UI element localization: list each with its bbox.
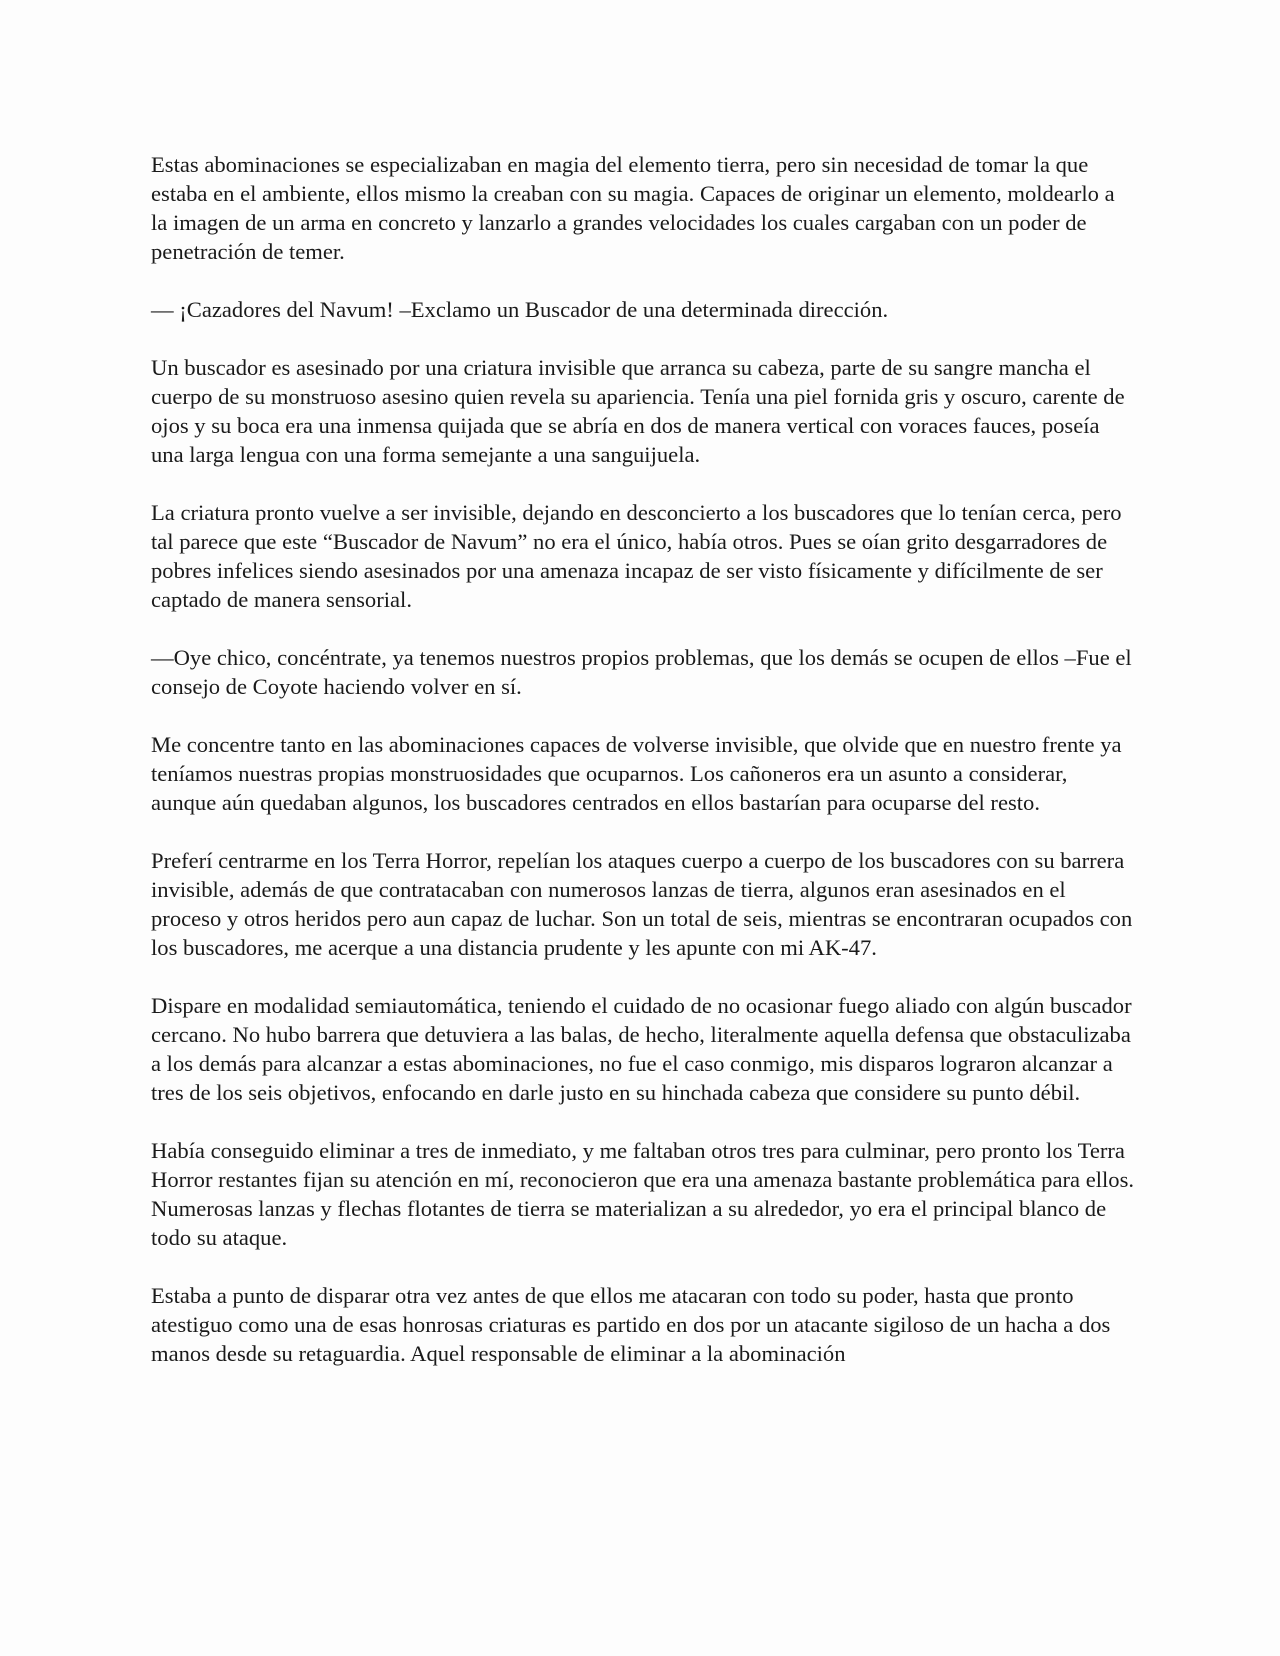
paragraph: Me concentre tanto en las abominaciones capaces de volverse invisible, que olvide que en nuestro frente ya teníamos nuestras propias monstruosidades que ocuparnos. Los cañoneros era un asunto a considerar, aunque aún quedaban algunos, los buscadores centrados en ellos bastarían para ocuparse del resto.: [151, 732, 1122, 815]
paragraph: Preferí centrarme en los Terra Horror, repelían los ataques cuerpo a cuerpo de los buscadores con su barrera invisible, además de que contratacaban con numerosos lanzas de tierra, algunos eran asesinados en el proceso y otros heridos pero aun capaz de luchar. Son un total de seis, mientras se encontraran ocupados con los buscadores, me acerque a una distancia prudente y les apunte con mi AK-47.: [151, 848, 1133, 960]
paragraph: Un buscador es asesinado por una criatura invisible que arranca su cabeza, parte de su sangre mancha el cuerpo de su monstruoso asesino quien revela su apariencia. Tenía una piel fornida gris y oscuro, carente de ojos y su boca era una inmensa quijada que se abría en dos de manera vertical con voraces fauces, poseía una larga lengua con una forma semejante a una sanguijuela.: [151, 355, 1125, 467]
paragraph: Estas abominaciones se especializaban en magia del elemento tierra, pero sin necesidad de tomar la que estaba en el ambiente, ellos mismo la creaban con su magia. Capaces de originar un elemento, moldearlo a la imagen de un arma en concreto y lanzarlo a grandes velocidades los cuales cargaban con un poder de penetración de temer.: [151, 152, 1115, 264]
paragraph: La criatura pronto vuelve a ser invisible, dejando en desconcierto a los buscadores que lo tenían cerca, pero tal parece que este “Buscador de Navum” no era el único, había otros. Pues se oían grito desgarradores de pobres infelices siendo asesinados por una amenaza incapaz de ser visto físicamente y difícilmente de ser captado de manera sensorial.: [151, 500, 1122, 612]
paragraph: —Oye chico, concéntrate, ya tenemos nuestros propios problemas, que los demás se ocupen de ellos –Fue el consejo de Coyote haciendo volver en sí.: [151, 645, 1132, 699]
paragraph: Dispare en modalidad semiautomática, teniendo el cuidado de no ocasionar fuego aliado con algún buscador cercano. No hubo barrera que detuviera a las balas, de hecho, literalmente aquella defensa que obstaculizaba a los demás para alcanzar a estas abominaciones, no fue el caso conmigo, mis disparos lograron alcanzar a tres de los seis objetivos, enfocando en darle justo en su hinchada cabeza que considere su punto débil.: [151, 993, 1132, 1105]
paragraph: — ¡Cazadores del Navum! –Exclamo un Buscador de una determinada dirección.: [151, 297, 889, 322]
document-body: [151, 150, 1136, 1397]
paragraph: Estaba a punto de disparar otra vez antes de que ellos me atacaran con todo su poder, hasta que pronto atestiguo como una de esas honrosas criaturas es partido en dos por un atacante sigiloso de un hacha a dos manos desde su retaguardia. Aquel responsable de eliminar a la abominación: [151, 1283, 1111, 1366]
paragraph: Había conseguido eliminar a tres de inmediato, y me faltaban otros tres para culminar, pero pronto los Terra Horror restantes fijan su atención en mí, reconocieron que era una amenaza bastante problemática para ellos. Numerosas lanzas y flechas flotantes de tierra se materializan a su alrededor, yo era el principal blanco de todo su ataque.: [151, 1138, 1135, 1250]
